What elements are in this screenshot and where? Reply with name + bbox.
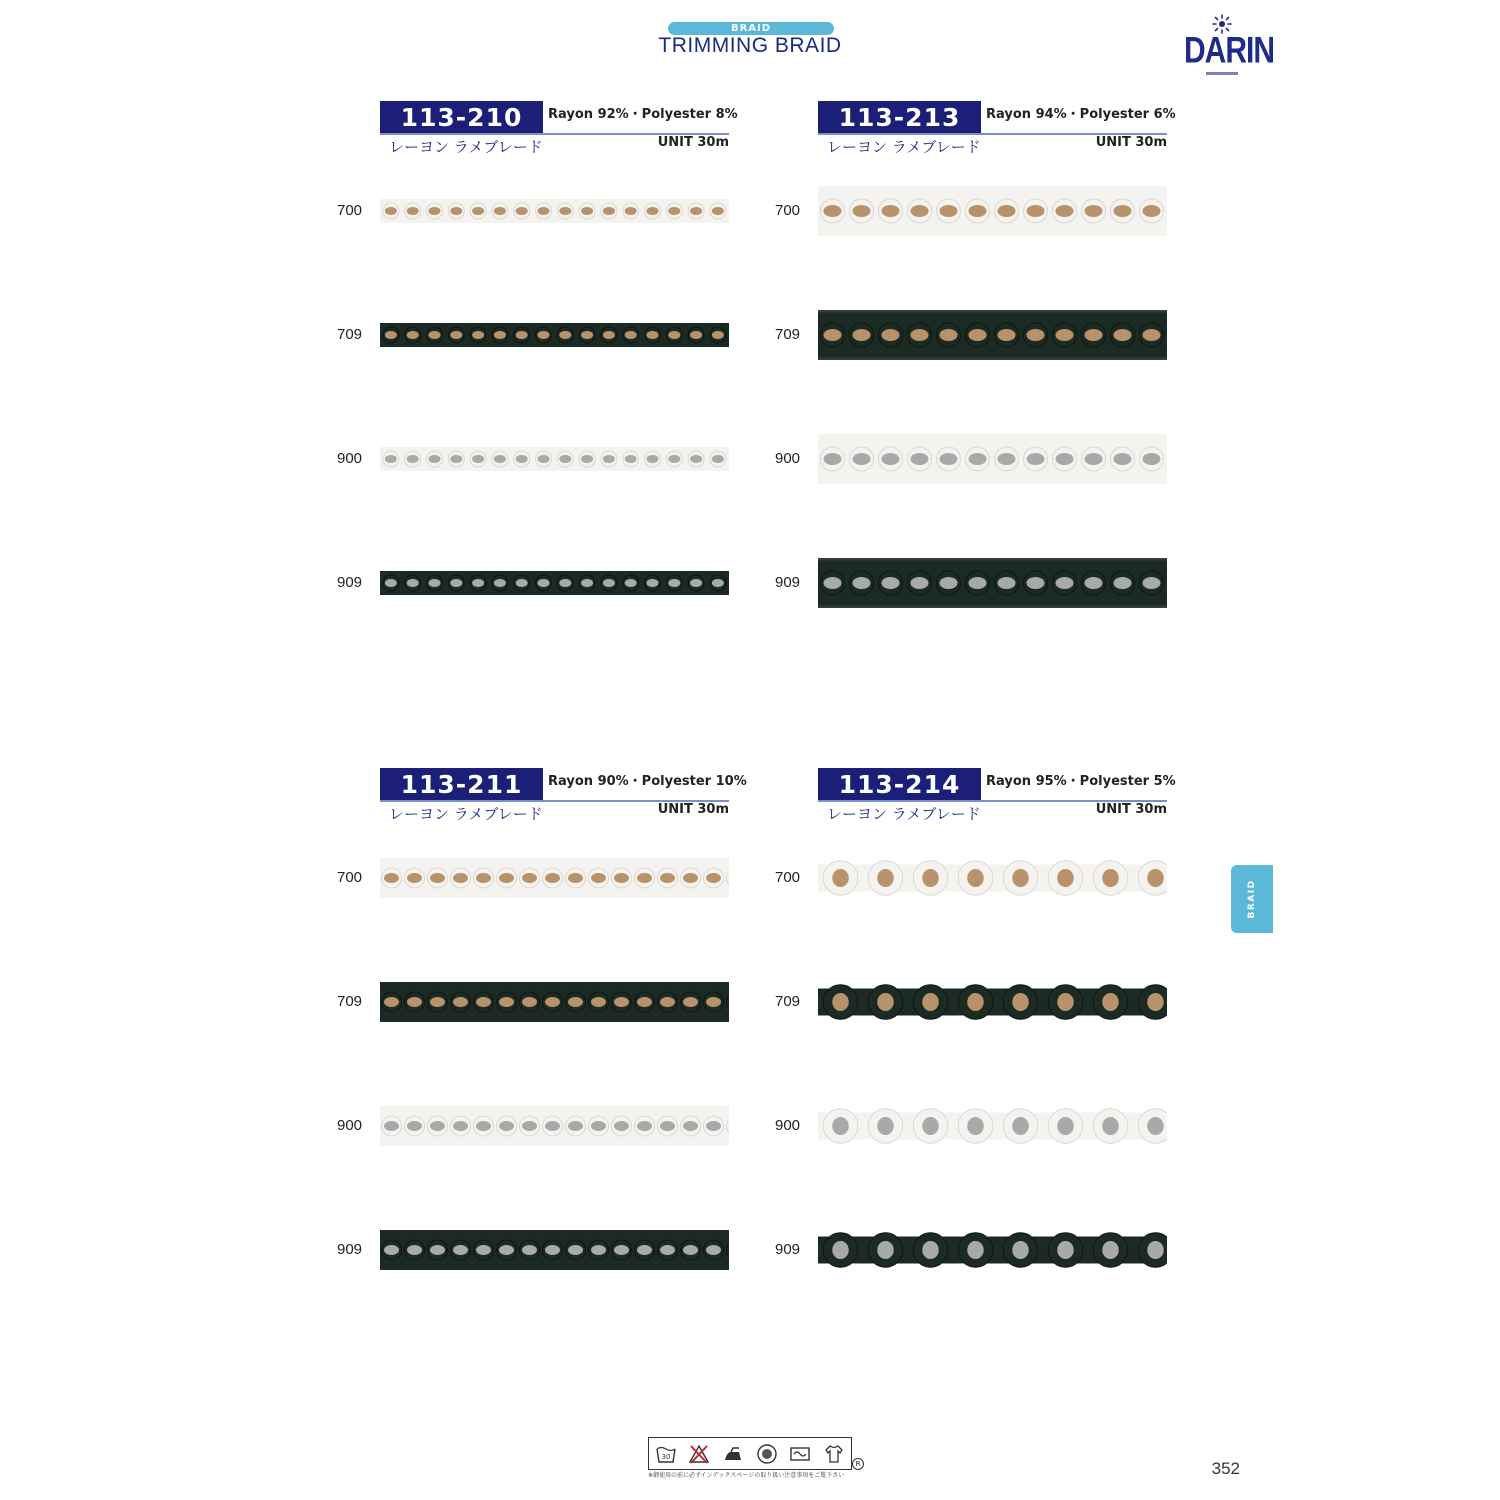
product-block-113-214 [775,768,1205,1328]
swatch-row[interactable] [337,972,732,1032]
fiber-composition: Rayon 94%・Polyester 6% [986,107,1176,122]
color-code-label: 900 [775,450,801,467]
wash-30-icon [655,1443,677,1465]
braid-swatch-image [380,1106,729,1146]
color-code-label: 909 [775,574,801,591]
braid-swatch-image [818,310,1167,360]
swatch-row[interactable] [775,1096,1170,1156]
product-code: 113-214 [818,768,981,800]
braid-swatch-image [818,1101,1167,1151]
section-tab-braid[interactable] [1231,865,1273,933]
color-code-label: 900 [775,1117,801,1134]
braid-swatch-image [380,447,729,471]
swatch-row[interactable] [775,429,1170,489]
unit-length: UNIT 30m [1095,802,1167,817]
braid-swatch-image [818,977,1167,1027]
brand-logo [1184,14,1274,78]
color-code-label: 909 [337,1241,363,1258]
color-code-label: 909 [775,1241,801,1258]
braid-swatch-image [818,853,1167,903]
garment-icon [823,1443,845,1465]
product-code: 113-213 [818,101,981,133]
fiber-composition: Rayon 95%・Polyester 5% [986,774,1176,789]
product-name-jp: レーヨン ラメブレード [827,805,981,823]
braid-swatch-image [380,1230,729,1270]
swatch-row[interactable] [775,181,1170,241]
swatch-row[interactable] [337,429,732,489]
braid-swatch-image [380,323,729,347]
product-code: 113-211 [380,768,543,800]
page-title: TRIMMING BRAID [658,34,842,57]
swatch-row[interactable] [775,972,1170,1032]
swatch-row[interactable] [775,553,1170,613]
swatch-row[interactable] [337,1220,732,1280]
braid-swatch-image [818,186,1167,236]
color-code-label: 700 [337,202,363,219]
care-symbols [648,1437,852,1470]
product-name-jp: レーヨン ラメブレード [389,138,543,156]
category-pill: BRAID [668,22,834,35]
color-code-label: 900 [337,1117,363,1134]
product-code: 113-210 [380,101,543,133]
color-code-label: 709 [337,993,363,1010]
product-block-113-211 [337,768,767,1328]
dry-clean-icon [756,1443,778,1465]
swatch-row[interactable] [337,1096,732,1156]
unit-length: UNIT 30m [657,802,729,817]
swatch-row[interactable] [337,305,732,365]
braid-swatch-image [380,199,729,223]
swatch-row[interactable] [775,848,1170,908]
product-name-jp: レーヨン ラメブレード [827,138,981,156]
swatch-row[interactable] [337,848,732,908]
braid-swatch-image [380,858,729,898]
color-code-label: 709 [337,326,363,343]
braid-swatch-image [818,1225,1167,1275]
no-bleach-icon [688,1443,710,1465]
unit-length: UNIT 30m [657,135,729,150]
color-code-label: 700 [775,202,801,219]
swatch-row[interactable] [337,553,732,613]
iron-icon [722,1443,744,1465]
swatch-row[interactable] [337,181,732,241]
fiber-composition: Rayon 92%・Polyester 8% [548,107,738,122]
color-code-label: 700 [337,869,363,886]
swatch-row[interactable] [775,1220,1170,1280]
braid-swatch-image [818,558,1167,608]
logo-wordmark: DARIN [1184,29,1274,71]
fiber-composition: Rayon 90%・Polyester 10% [548,774,747,789]
color-code-label: 700 [775,869,801,886]
color-code-label: 909 [337,574,363,591]
section-tab-label: BRAID [1247,879,1257,919]
swatch-row[interactable] [775,305,1170,365]
product-block-113-213 [775,101,1205,661]
tumble-dry-icon [789,1443,811,1465]
product-block-113-210 [337,101,767,661]
braid-swatch-image [380,982,729,1022]
color-code-label: 709 [775,326,801,343]
product-name-jp: レーヨン ラメブレード [389,805,543,823]
unit-length: UNIT 30m [1095,135,1167,150]
braid-swatch-image [380,571,729,595]
color-code-label: 709 [775,993,801,1010]
svg-text:30: 30 [661,1452,671,1461]
page-number: 352 [1211,1459,1240,1478]
braid-swatch-image [818,434,1167,484]
color-code-label: 900 [337,450,363,467]
logo-subtext [1206,72,1238,75]
care-note: ※御使用の前に必ずインデックスページの取り扱い注意事項をご覧下さい [648,1472,845,1479]
registered-mark-icon: R [852,1458,864,1470]
